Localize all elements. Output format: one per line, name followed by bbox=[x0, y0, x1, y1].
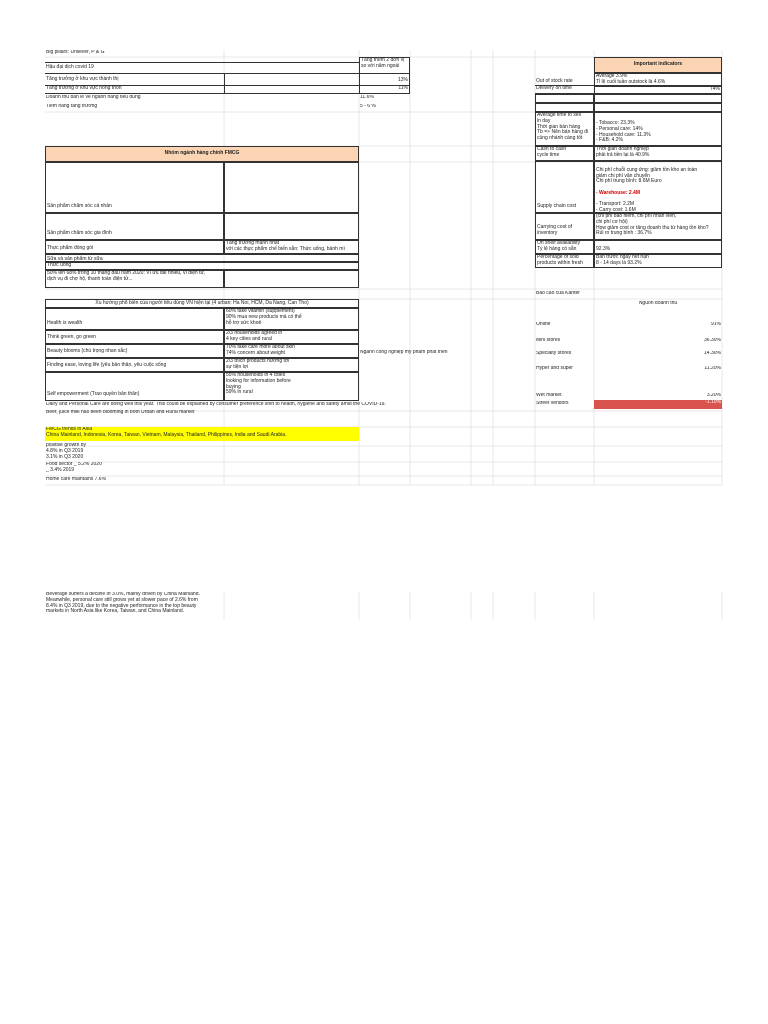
packaged-food-label: Thực phẩm đóng gói bbox=[45, 240, 224, 254]
urban-growth-empty bbox=[224, 74, 359, 86]
growth-potential-label: Tiềm năng tăng trưởng bbox=[46, 104, 98, 109]
rural-growth-empty bbox=[224, 86, 359, 94]
home-care-label: Sản phẩm chăm sóc gia đình bbox=[45, 213, 224, 240]
growth-potential-value: 5 - 6 % bbox=[360, 104, 376, 109]
covid-effect-empty bbox=[224, 62, 359, 74]
trend-beauty-label: Beauty blooms (chú trọng nhan sắc) bbox=[45, 344, 224, 358]
covid-effect-label: Hậu đại dịch covid 19 bbox=[45, 62, 224, 74]
channel-hyper-label: Hyper and super bbox=[536, 366, 573, 371]
supply-chain-cell bbox=[594, 161, 722, 213]
urban-growth-value: 13% bbox=[359, 74, 410, 86]
personal-care-label: Sản phẩm chăm sóc cá nhân bbox=[45, 162, 224, 213]
positive-growth-note: positive growth by 4.8% in Q3 2019 3.1% in Q3 2020 bbox=[46, 443, 87, 460]
trend-health-label: Health is wealth bbox=[45, 308, 224, 330]
blank-indicator-right-2 bbox=[594, 103, 722, 112]
shelf-availability-value: 92.3% bbox=[594, 240, 722, 254]
kantar-report-label: Báo cáo của Kanter bbox=[536, 291, 580, 296]
retail-revenue-value: 11.6% bbox=[360, 95, 374, 100]
supply-chain-note: Chi phí chuỗi cung ứng: giảm tồn kho an toàn giảm chi phí vận chuyển Chi phí trung bình: 8.6M Euro bbox=[596, 166, 698, 185]
delivery-value: 74% bbox=[594, 86, 722, 94]
blank-indicator-right-1 bbox=[594, 94, 722, 103]
stock-rate-note: Average 3.9% Tỉ lệ cuối tuần outstock là 4.6% bbox=[594, 73, 722, 86]
trend-ease-label: Finding ease, loving life (yêu bản thân, yêu cuộc sống bbox=[45, 358, 224, 372]
channel-street-vendors-value: -1.10% bbox=[594, 400, 722, 409]
fmcg-group-header: Nhóm ngành hàng chính FMCG bbox=[45, 146, 359, 162]
rural-growth-label: Tăng trưởng ở khu vực nông thôn bbox=[45, 86, 224, 94]
covid-effect-note: Tăng thêm 2 đơn vị so với năm ngoái bbox=[359, 57, 410, 74]
cash-cycle-label: Cash to cash cycle time bbox=[535, 146, 594, 161]
trend-green-note: 2/3 households agreed in 4 key cities and rural bbox=[224, 330, 359, 344]
personal-care-empty bbox=[224, 162, 359, 213]
beer-juice-note: Beer, juice milk has been blooming in both Urban and Rural market bbox=[46, 410, 195, 415]
rural-growth-value: 11% bbox=[359, 86, 410, 94]
trend-empowerment-label: Self empowerment (Trao quyền bản thân) bbox=[45, 372, 224, 401]
channel-mini-stores-label: Mini stores bbox=[536, 338, 561, 343]
beverage-decline-note: Beverage suffers a decline of 3.0%, mainly driven by China Mainland. Meanwhile, personal care still grows yet at slower pace of 2.6% from 8.4% in Q3 2019, due to the negative performance in the top beauty markets in North Asia like Korea, Taiwan, and China Mainland. bbox=[46, 592, 200, 615]
channel-online-label: Online bbox=[536, 322, 551, 327]
consumer-trends-header: Xu hướng phổ biến của người tiêu dùng VN hiện tại (4 urban: Ha Noi, HCM, Da Nang, Can Tho) bbox=[45, 299, 359, 308]
big-pillars-label: Big pillars: Unilever, P & G bbox=[46, 50, 105, 55]
beverage-label: Thức uống bbox=[45, 262, 359, 270]
channel-specialty-label: Specialty stores bbox=[536, 351, 572, 356]
stock-rate-label: Out of stock rate bbox=[535, 73, 594, 86]
channel-specialty-value: 14.30% bbox=[704, 351, 721, 356]
trend-ease-note: 2/3 thích products hướng tới sự tiện lợi bbox=[224, 358, 359, 372]
channel-wet-market-value: 3.20% bbox=[706, 393, 721, 398]
sold-percent-label: Percentage of sold products within fresh bbox=[535, 254, 594, 268]
retail-revenue-label: Doanh thu bán lẻ về ngành hàng tiêu dùng bbox=[46, 95, 141, 100]
home-care-empty bbox=[224, 213, 359, 240]
supply-chain-warehouse: - Warehouse: 2.4M bbox=[596, 189, 640, 196]
delivery-label: Delivery on time bbox=[535, 86, 594, 94]
trend-beauty-note: 70% take care more about skin 74% concern about weight bbox=[224, 344, 359, 358]
payment-percent-note: 50% lên 68% trong 10 tháng đầu năm 2020: Vì ưu đãi nhiều, ví điện tử, dịch vụ đi chợ hộ, thanh toán điện tử... bbox=[45, 270, 224, 288]
channel-online-value: 91% bbox=[710, 322, 721, 327]
dairy-label: Sữa và sản phẩm từ sữa bbox=[45, 254, 359, 262]
food-sector-note: Food sector _ 5.2% 2020 _ 3.4% 2019 bbox=[46, 462, 102, 473]
channel-mini-stores-value: 36.30% bbox=[704, 338, 721, 343]
asia-fmcg-trends: FMCG trends in Asia China Mainland, Indonesia, Korea, Taiwan, Vietnam, Malaysia, Thailand, Philippines, India and Saudi Arabia. bbox=[45, 427, 359, 441]
blank-indicator-left-1 bbox=[535, 94, 594, 103]
channel-hyper-value: 11.20% bbox=[704, 366, 721, 371]
sell-time-label: Average time to sell in day Thời gian bán hàng Tb => Nên bán hàng đi cùng nhánh càng tốt bbox=[535, 112, 594, 146]
shelf-availability-label: On shelf availability Tỷ lệ hàng có sẵn bbox=[535, 240, 594, 254]
sell-time-note: - Tobacco: 23.3% - Personal care: 14% - Household care: 11.3% - F&B: 4.2% bbox=[594, 112, 722, 146]
channel-wet-market-label: Wet market bbox=[536, 393, 562, 398]
supply-chain-breakdown: - Transport: 2.2M - Carry cost: 1.6M bbox=[596, 201, 636, 213]
carrying-cost-label: Carrying cost of inventory bbox=[535, 213, 594, 240]
trend-empowerment-note: 55% households in 4 cities looking for information before buying 59% in rural bbox=[224, 372, 359, 401]
carrying-cost-note: (chi phí bảo hiểm, chi phí nhân viên, chi phí cơ hội) How giảm cost or tăng doanh thu từ hàng tồn kho? Rủi ro trung bình : 36.7% bbox=[594, 213, 722, 240]
packaged-food-note: Tăng trưởng mạnh nhất với các thực phẩm chế biến sẵn: Thức uống, bánh mì bbox=[224, 240, 359, 254]
channel-street-vendors-label: Street vendors bbox=[536, 401, 569, 406]
trend-health-note: 60% take vitamin (supplement) 90% mua new products mà có thể hỗ trợ sức khoẻ bbox=[224, 308, 359, 330]
important-indicators-header: Important indicators bbox=[594, 57, 722, 73]
urban-growth-label: Tăng trưởng ở khu vực thành thị bbox=[45, 74, 224, 86]
cash-cycle-note: Thời gian doanh nghiệp phải trả tiền lại là 40.9% bbox=[594, 146, 722, 161]
dairy-personal-care-note: Dairy and Personal Care are doing well this year. This could be explained by consumer preference shift to health, hygiene and safety amid the COVID-19. bbox=[46, 402, 386, 407]
home-care-maintains-note: Home care maintains 7.6% bbox=[46, 477, 107, 482]
sold-percent-note: Bán trước ngày hết hạn 8 - 14 days là 93.2% bbox=[594, 254, 722, 268]
supply-chain-label: Supply chain cost bbox=[535, 161, 594, 213]
revenue-source-header: Nguồn doanh thu bbox=[638, 301, 678, 306]
cosmetics-industry-note: Ngành công nghiệp mỹ phẩm phát triển bbox=[360, 350, 448, 355]
blank-indicator-left-2 bbox=[535, 103, 594, 112]
payment-note-empty bbox=[224, 270, 359, 288]
trend-green-label: Think green, go green bbox=[45, 330, 224, 344]
